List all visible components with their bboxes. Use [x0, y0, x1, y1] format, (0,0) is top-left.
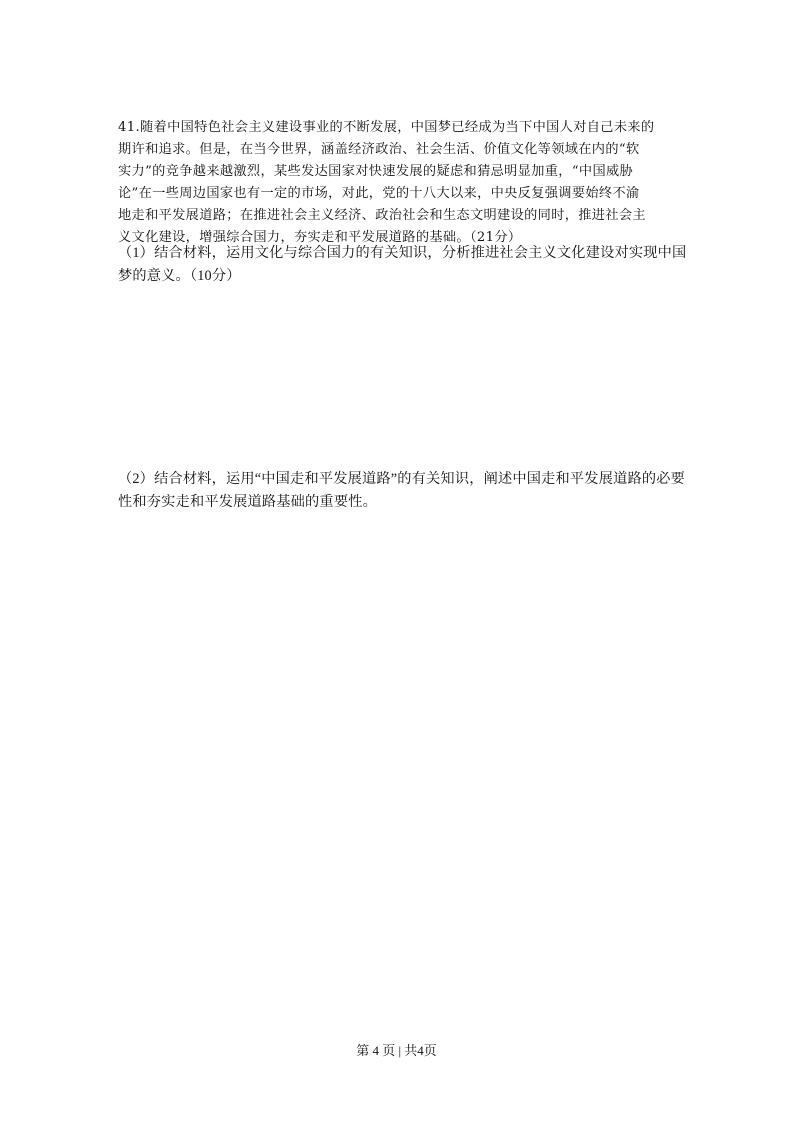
sub-question-line: 性和夯实走和平发展道路基础的重要性。	[118, 494, 377, 510]
sub-question-1	[118, 242, 688, 288]
sub-question-line: 梦的意义。（10分）	[118, 268, 241, 284]
page-footer: 第 4 页 | 共4页	[356, 1043, 437, 1058]
stem-line: 41.随着中国特色社会主义建设事业的不断发展，中国梦已经成为当下中国人对自己未来的	[118, 120, 655, 135]
sub-question-line: （1）结合材料，运用文化与综合国力的有关知识，分析推进社会主义文化建设对实现中国	[118, 245, 687, 261]
stem-line: 期许和追求。但是，在当今世界，涵盖经济政治、社会生活、价值文化等领域在内的“软	[118, 142, 640, 157]
stem-line: 义文化建设，增强综合国力，夯实走和平发展道路的基础。（21分）	[118, 230, 522, 245]
stem-line: 论”在一些周边国家也有一定的市场，对此，党的十八大以来，中央反复强调要始终不渝	[118, 186, 640, 201]
stem-line: 实力”的竞争越来越激烈，某些发达国家对快速发展的疑虑和猜忌明显加重，“中国威胁	[118, 164, 634, 179]
sub-question-2	[118, 468, 688, 514]
stem-line: 地走和平发展道路；在推进社会主义经济、政治社会和生态文明建设的同时，推进社会主	[118, 208, 646, 223]
sub-question-line: （2）结合材料，运用“中国走和平发展道路”的有关知识，阐述中国走和平发展道路的必要	[118, 471, 686, 487]
question-41-stem	[118, 117, 678, 249]
